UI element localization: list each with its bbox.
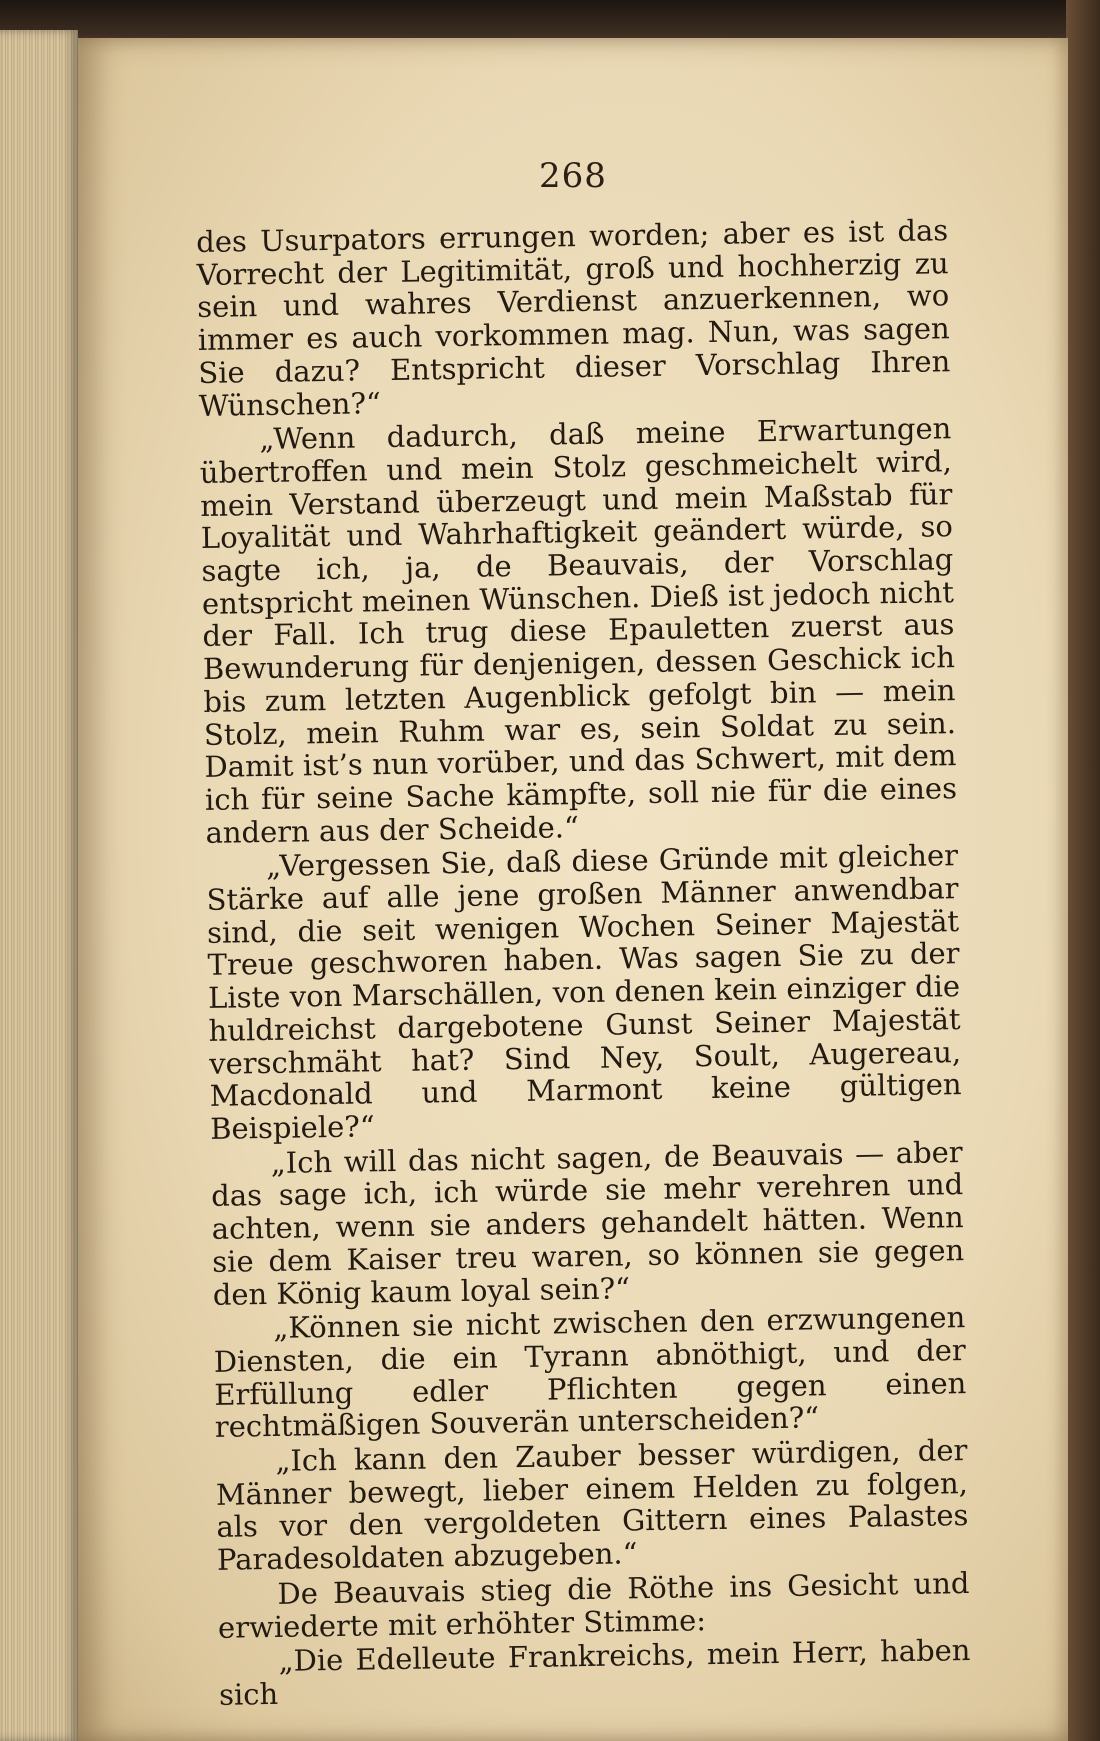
paragraph-7: De Beauvais stieg die Röthe ins Gesicht und erwiederte mit erhöhter Stimme: (217, 1565, 970, 1645)
paragraph-1: des Usurpators errungen worden; aber es ist das Vorrecht der Legitimität, groß und hochherzig zu sein und wahres Verdienst anzuerkennen, wo immer es auch vorkommen mag. Nun, was sagen Sie dazu? Entspricht dieser Vorschlag Ihren Wünschen?“ (195, 213, 951, 423)
paragraph-6: „Ich kann den Zauber besser würdigen, der Männer bewegt, lieber einem Helden zu folgen, als vor den vergoldeten Gittern eines Palastes Paradesoldaten abzugeben.“ (215, 1433, 969, 1577)
body-text (196, 214, 971, 1713)
page-edges (0, 30, 78, 1741)
book-page (78, 38, 1068, 1741)
paragraph-5: „Können sie nicht zwischen den erzwungenen Diensten, die ein Tyrann abnöthigt, und der Erfüllung edler Pflichten gegen einen rechtmäßigen Souverän unterscheiden?“ (213, 1300, 967, 1445)
paragraph-2: „Wenn dadurch, daß meine Erwartungen übertroffen und mein Stolz geschmeichelt wird, mein Verstand überzeugt und mein Maßstab für Loyalität und Wahrhaftigkeit geändert würde, so sagte ich, ja, de Beauvais, der Vorschlag entspricht meinen Wünschen. Dieß ist jedoch nicht der Fall. Ich trug diese Epauletten zuerst aus Bewunderung für denjenigen, dessen Geschick ich bis zum letzten Augenblick gefolgt bin — mein Stolz, mein Ruhm war es, sein Soldat zu sein. Damit ist’s nun vorüber, und das Schwert, mit dem ich für seine Sache kämpfte, soll nie für die eines andern aus der Scheide.“ (199, 411, 958, 850)
paragraph-3: „Vergessen Sie, daß diese Gründe mit gleicher Stärke auf alle jene großen Männer anwendbar sind, die seit wenigen Wochen Seiner Majestät Treue geschworen haben. Was sagen Sie zu der Liste von Marschällen, von denen kein einziger die huldreichst dargebotene Gunst Seiner Majestät verschmäht hat? Sind Ney, Soult, Augereau, Macdonald und Marmont keine gültigen Beispiele?“ (206, 838, 962, 1146)
paragraph-4: „Ich will das nicht sagen, de Beauvais — aber das sage ich, ich würde sie mehr verehren und achten, wenn sie anders gehandelt hätten. Wenn sie dem Kaiser treu waren, so können sie gegen den König kaum loyal sein?“ (210, 1134, 965, 1312)
book-cover-right (1066, 0, 1100, 1741)
paragraph-8: „Die Edelleute Frankreichs, mein Herr, haben sich (218, 1633, 971, 1712)
page-number: 268 (539, 156, 607, 196)
